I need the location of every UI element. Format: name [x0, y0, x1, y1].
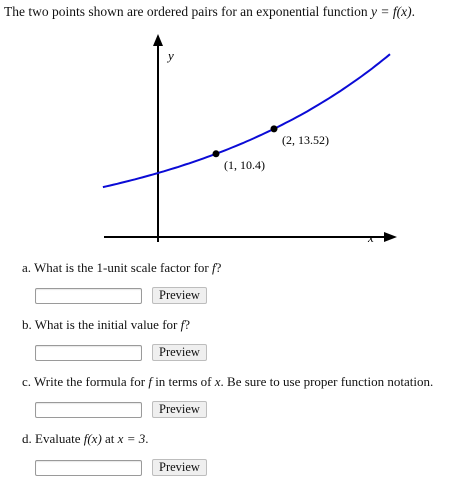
question-c-middle: in terms of	[151, 374, 215, 389]
data-point-label: (1, 10.4)	[224, 157, 265, 172]
question-a-prefix: a. What is the 1-unit scale factor for	[22, 260, 212, 275]
question-d-expr2: x = 3	[117, 431, 146, 446]
answer-a-input[interactable]	[35, 288, 142, 304]
preview-b-button[interactable]: Preview	[152, 344, 207, 361]
data-point	[213, 150, 220, 157]
question-b-suffix: ?	[184, 317, 191, 332]
answer-c-input[interactable]	[35, 402, 142, 418]
question-d-middle: at	[101, 431, 118, 446]
question-d-prefix: d. Evaluate	[22, 431, 84, 446]
question-c	[22, 374, 433, 390]
question-c-var: f	[148, 374, 152, 389]
problem-statement	[4, 4, 415, 20]
x-axis-arrow-icon	[384, 232, 397, 242]
question-c-var2: x	[214, 374, 221, 389]
question-a-suffix: ?	[215, 260, 222, 275]
function-graph	[0, 30, 474, 250]
y-axis-label: y	[168, 48, 174, 63]
question-c-suffix: . Be sure to use proper function notation.	[220, 374, 434, 389]
preview-d-button[interactable]: Preview	[152, 459, 207, 476]
data-point	[271, 125, 278, 132]
question-b-prefix: b. What is the initial value for	[22, 317, 181, 332]
data-point-label: (2, 13.52)	[282, 132, 329, 147]
question-d-suffix: .	[145, 431, 149, 446]
question-c-prefix: c. Write the formula for	[22, 374, 149, 389]
question-b	[22, 317, 190, 333]
preview-c-button[interactable]: Preview	[152, 401, 207, 418]
intro-end: .	[411, 4, 415, 19]
answer-d-input[interactable]	[35, 460, 142, 476]
question-a-var: f	[212, 260, 216, 275]
x-axis-label: x	[368, 230, 374, 245]
preview-a-button[interactable]: Preview	[152, 287, 207, 304]
question-b-var: f	[180, 317, 185, 332]
intro-math: y = f(x)	[371, 4, 412, 19]
answer-b-input[interactable]	[35, 345, 142, 361]
question-d-expr: f(x)	[83, 431, 102, 446]
question-d	[22, 431, 148, 447]
y-axis-arrow-icon	[153, 34, 163, 46]
question-a	[22, 260, 221, 276]
intro-text: The two points shown are ordered pairs for an exponential function	[4, 4, 372, 19]
